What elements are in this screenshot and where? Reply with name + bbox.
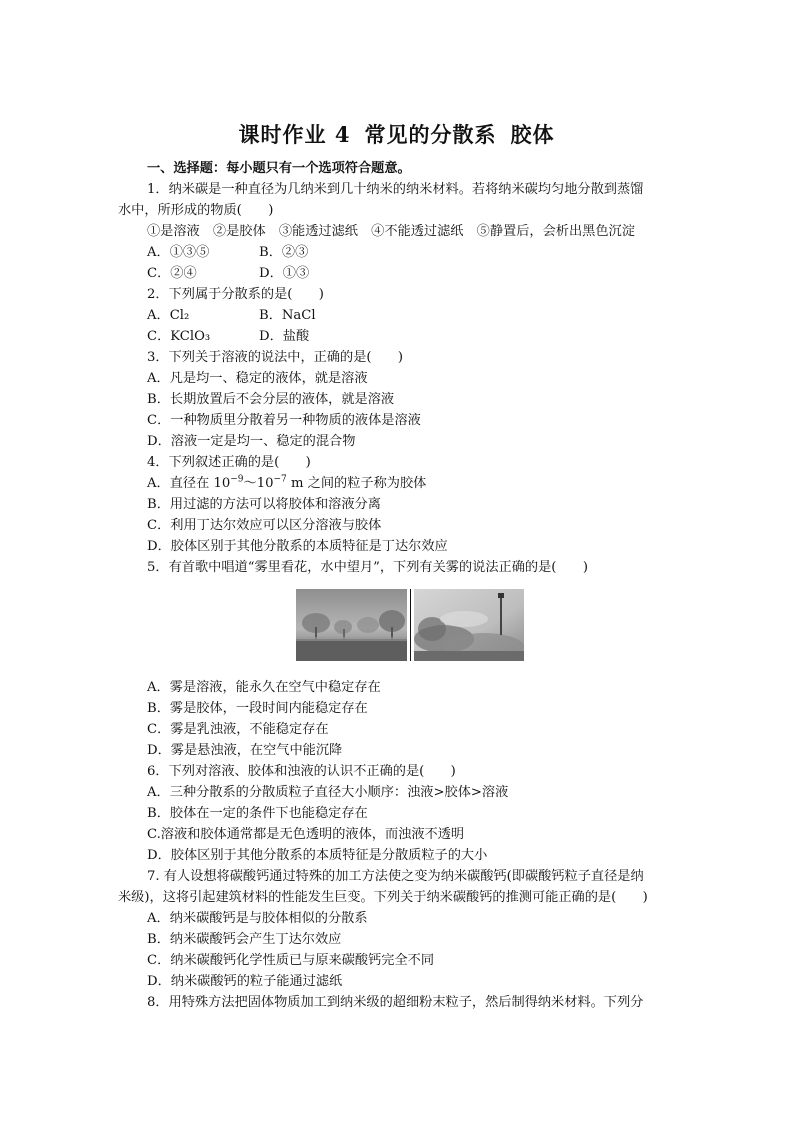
q2-option-b: B．NaCl bbox=[259, 308, 316, 323]
q1-stem-line2: 水中，所形成的物质( ) bbox=[118, 203, 274, 218]
q1-option-b: B．②③ bbox=[259, 245, 309, 260]
fog-photo-tower bbox=[414, 589, 524, 661]
q4-option-a-text: A．直径在 10 bbox=[147, 476, 231, 491]
q3-option-a: A．凡是均一、稳定的液体，就是溶液 bbox=[147, 371, 368, 386]
q6-option-d: D．胶体区别于其他分散系的本质特征是分散质粒子的大小 bbox=[147, 848, 488, 863]
q2-stem: 2．下列属于分散系的是( ) bbox=[147, 287, 324, 302]
q4-option-b: B．用过滤的方法可以将胶体和溶液分离 bbox=[147, 497, 381, 512]
q2-option-a: A．Cl₂ bbox=[147, 308, 190, 323]
q6-stem: 6．下列对溶液、胶体和浊液的认识不正确的是( ) bbox=[147, 764, 456, 779]
q7-option-c: C．纳米碳酸钙化学性质已与原来碳酸钙完全不同 bbox=[147, 953, 435, 968]
q3-option-d: D．溶液一定是均一、稳定的混合物 bbox=[147, 434, 356, 449]
q1-option-d: D．①③ bbox=[259, 266, 310, 281]
q1-option-c: C．②④ bbox=[147, 266, 197, 281]
q4-exponent-1: −9 bbox=[230, 474, 244, 485]
title-main: 课时作业 4 bbox=[238, 122, 351, 147]
q6-option-a: A．三种分散系的分散质粒子直径大小顺序：浊液>胶体>溶液 bbox=[147, 785, 509, 800]
q4-option-a-mid: ～10 bbox=[243, 476, 274, 491]
title-subtopic: 胶体 bbox=[510, 122, 555, 147]
q2-option-d: D．盐酸 bbox=[259, 329, 310, 344]
q6-option-b: B．胶体在一定的条件下也能稳定存在 bbox=[147, 806, 368, 821]
q1-stem-line1: 1．纳米碳是一种直径为几纳米到几十纳米的纳米材料。若将纳米碳均匀地分散到蒸馏 bbox=[147, 182, 644, 197]
page-title bbox=[0, 119, 793, 149]
q5-stem: 5．有首歌中唱道“雾里看花，水中望月”，下列有关雾的说法正确的是( ) bbox=[147, 560, 588, 575]
q4-exponent-2: −7 bbox=[273, 474, 287, 485]
photo-divider bbox=[410, 589, 411, 661]
q8-stem-line1: 8．用特殊方法把固体物质加工到纳米级的超细粉末粒子，然后制得纳米材料。下列分 bbox=[147, 995, 644, 1010]
q5-option-b: B．雾是胶体，一段时间内能稳定存在 bbox=[147, 701, 368, 716]
q7-stem-line1: 7. 有人设想将碳酸钙通过特殊的加工方法使之变为纳米碳酸钙(即碳酸钙粒子直径是纳 bbox=[147, 869, 644, 884]
q2-option-c: C．KClO₃ bbox=[147, 329, 211, 344]
q7-option-a: A．纳米碳酸钙是与胶体相似的分散系 bbox=[147, 911, 368, 926]
fog-photo-trees bbox=[296, 589, 407, 661]
q4-option-d: D．胶体区别于其他分散系的本质特征是丁达尔效应 bbox=[147, 539, 448, 554]
q3-stem: 3．下列关于溶液的说法中，正确的是( ) bbox=[147, 350, 404, 365]
q4-option-a bbox=[147, 475, 426, 493]
q4-stem: 4．下列叙述正确的是( ) bbox=[147, 455, 311, 470]
q4-option-a-end: m 之间的粒子称为胶体 bbox=[286, 476, 427, 491]
section-heading: 一、选择题：每小题只有一个选项符合题意。 bbox=[147, 161, 411, 176]
q3-option-b: B．长期放置后不会分层的液体，就是溶液 bbox=[147, 392, 395, 407]
q7-stem-line2: 米级)，这将引起建筑材料的性能发生巨变。下列关于纳米碳酸钙的推测可能正确的是( ) bbox=[118, 890, 648, 905]
q6-option-c: C.溶液和胶体通常都是无色透明的液体，而浊液不透明 bbox=[147, 827, 465, 842]
q1-option-a: A．①③⑤ bbox=[147, 245, 210, 260]
q1-statements: ①是溶液 ②是胶体 ③能透过滤纸 ④不能透过滤纸 ⑤静置后，会析出黑色沉淀 bbox=[147, 224, 635, 239]
q3-option-c: C．一种物质里分散着另一种物质的液体是溶液 bbox=[147, 413, 421, 428]
q5-option-c: C．雾是乳浊液，不能稳定存在 bbox=[147, 722, 329, 737]
q7-option-b: B．纳米碳酸钙会产生丁达尔效应 bbox=[147, 932, 342, 947]
q5-option-a: A．雾是溶液，能永久在空气中稳定存在 bbox=[147, 680, 381, 695]
q4-option-c: C．利用丁达尔效应可以区分溶液与胶体 bbox=[147, 518, 382, 533]
q7-option-d: D．纳米碳酸钙的粒子能通过滤纸 bbox=[147, 974, 343, 989]
q5-option-d: D．雾是悬浊液，在空气中能沉降 bbox=[147, 743, 343, 758]
title-topic: 常见的分散系 bbox=[364, 122, 497, 147]
